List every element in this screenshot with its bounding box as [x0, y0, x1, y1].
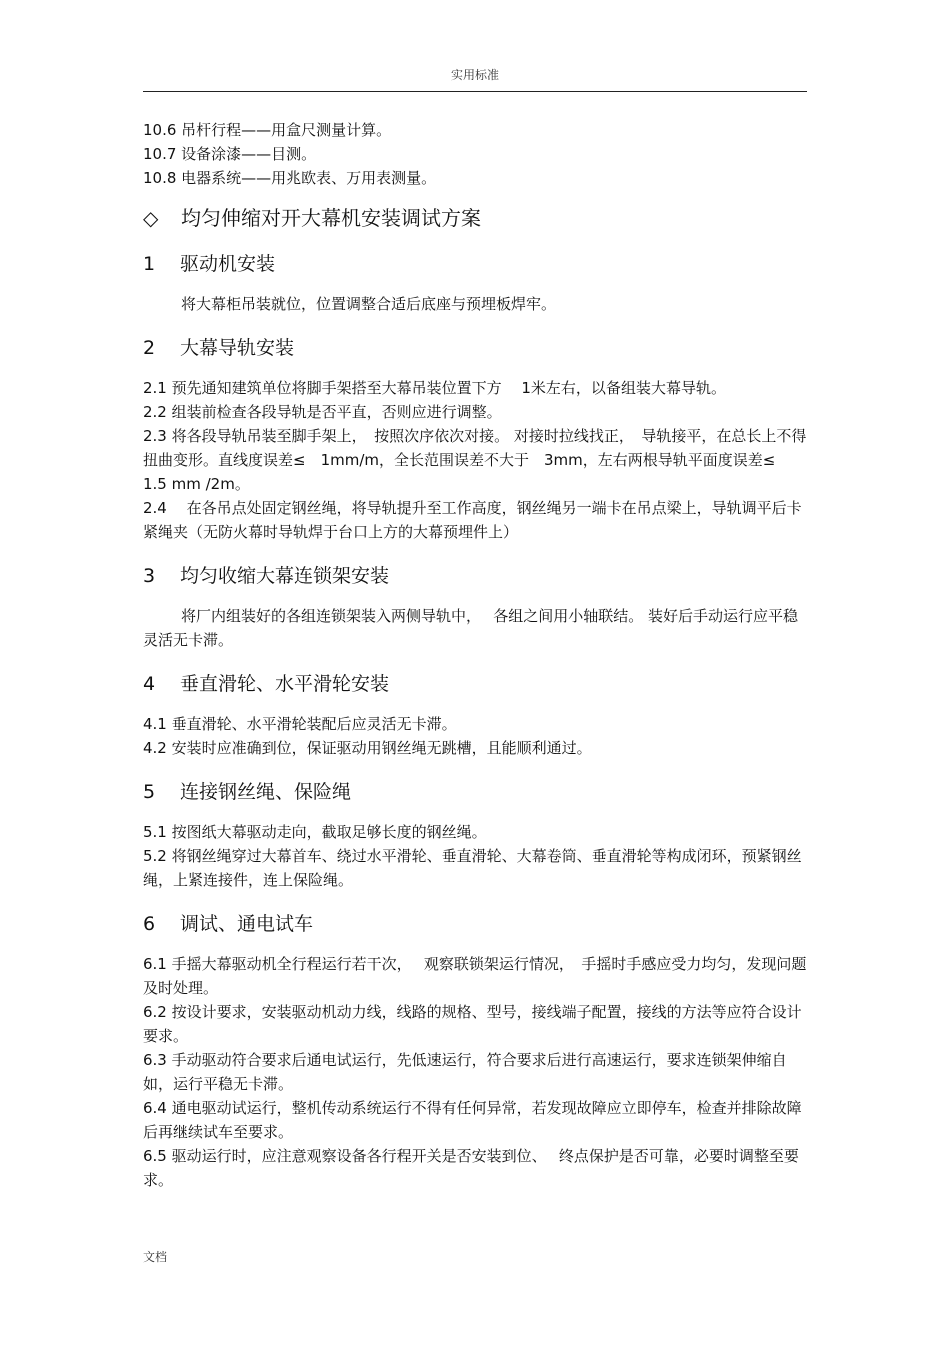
section-heading-6 — [143, 910, 807, 938]
page-footer: 文档 — [143, 1250, 168, 1264]
diamond-icon: ◇ — [143, 206, 159, 230]
title-text: 均匀伸缩对开大幕机安装调试方案 — [181, 206, 481, 230]
list-item: 6.4 通电驱动试运行，整机传动系统运行不得有任何异常，若发现故障应立即停车，检查并排除故障后再继续试车至要求。 — [143, 1099, 802, 1141]
section-number: 3 — [143, 565, 156, 587]
document-body — [143, 118, 807, 1192]
list-item: 2.4 在各吊点处固定钢丝绳，将导轨提升至工作高度，钢丝绳另一端卡在吊点梁上，导轨调平后卡紧绳夹（无防火幕时导轨焊于台口上方的大幕预埋件上） — [143, 499, 802, 541]
section-paragraph: 将大幕柜吊装就位，位置调整合适后底座与预埋板焊牢。 — [181, 295, 557, 313]
list-item: 10.6 吊杆行程——用盒尺测量计算。 — [143, 121, 392, 139]
list-item: 2.3 将各段导轨吊装至脚手架上， 按照次序依次对接。 对接时拉线找正， 导轨接平，在总长上不得扭曲变形。直线度误差≤ 1mm/m，全长范围误差不大于 3mm，左右两根导轨平面度误差≤ 1.5 mm /2m。 — [143, 427, 807, 493]
section-title: 驱动机安装 — [180, 253, 276, 275]
list-item: 10.7 设备涂漆——目测。 — [143, 145, 317, 163]
section-number: 6 — [143, 913, 156, 935]
section-title: 连接钢丝绳、保险绳 — [180, 781, 352, 803]
section-title: 垂直滑轮、水平滑轮安装 — [180, 673, 390, 695]
list-item: 2.2 组装前检查各段导轨是否平直，否则应进行调整。 — [143, 403, 502, 421]
section-heading-2 — [143, 334, 807, 362]
section-number: 2 — [143, 337, 156, 359]
list-item: 2.1 预先通知建筑单位将脚手架搭至大幕吊装位置下方 1米左右，以备组装大幕导轨。 — [143, 379, 726, 397]
section-number: 5 — [143, 781, 156, 803]
list-item: 6.3 手动驱动符合要求后通电试运行，先低速运行，符合要求后进行高速运行，要求连锁架伸缩自如，运行平稳无卡滞。 — [143, 1051, 787, 1093]
section-number: 4 — [143, 673, 156, 695]
section-heading-5 — [143, 778, 807, 806]
list-item: 4.2 安装时应准确到位，保证驱动用钢丝绳无跳槽，且能顺利通过。 — [143, 739, 592, 757]
list-item: 4.1 垂直滑轮、水平滑轮装配后应灵活无卡滞。 — [143, 715, 457, 733]
list-item: 5.1 按图纸大幕驱动走向，截取足够长度的钢丝绳。 — [143, 823, 487, 841]
section-title: 均匀收缩大幕连锁架安装 — [180, 565, 390, 587]
section-paragraph: 将厂内组装好的各组连锁架装入两侧导轨中， 各组之间用小轴联结。 装好后手动运行应平稳灵活无卡滞。 — [143, 607, 799, 649]
list-item: 10.8 电器系统——用兆欧表、万用表测量。 — [143, 169, 437, 187]
section-title: 调试、通电试车 — [180, 913, 314, 935]
document-title — [143, 204, 807, 232]
section-heading-4 — [143, 670, 807, 698]
page-header: 实用标准 — [450, 68, 499, 82]
section-title: 大幕导轨安装 — [180, 337, 295, 359]
list-item: 6.2 按设计要求，安装驱动机动力线，线路的规格、型号，接线端子配置，接线的方法等应符合设计要求。 — [143, 1003, 802, 1045]
list-item: 5.2 将钢丝绳穿过大幕首车、绕过水平滑轮、垂直滑轮、大幕卷筒、垂直滑轮等构成闭环，预紧钢丝绳，上紧连接件，连上保险绳。 — [143, 847, 802, 889]
section-heading-3 — [143, 562, 807, 590]
section-number: 1 — [143, 253, 156, 275]
list-item: 6.1 手摇大幕驱动机全行程运行若干次， 观察联锁架运行情况， 手摇时手感应受力均匀，发现问题及时处理。 — [143, 955, 807, 997]
header-divider — [143, 91, 807, 92]
section-heading-1 — [143, 250, 807, 278]
list-item: 6.5 驱动运行时，应注意观察设备各行程开关是否安装到位、 终点保护是否可靠，必要时调整至要求。 — [143, 1147, 799, 1189]
